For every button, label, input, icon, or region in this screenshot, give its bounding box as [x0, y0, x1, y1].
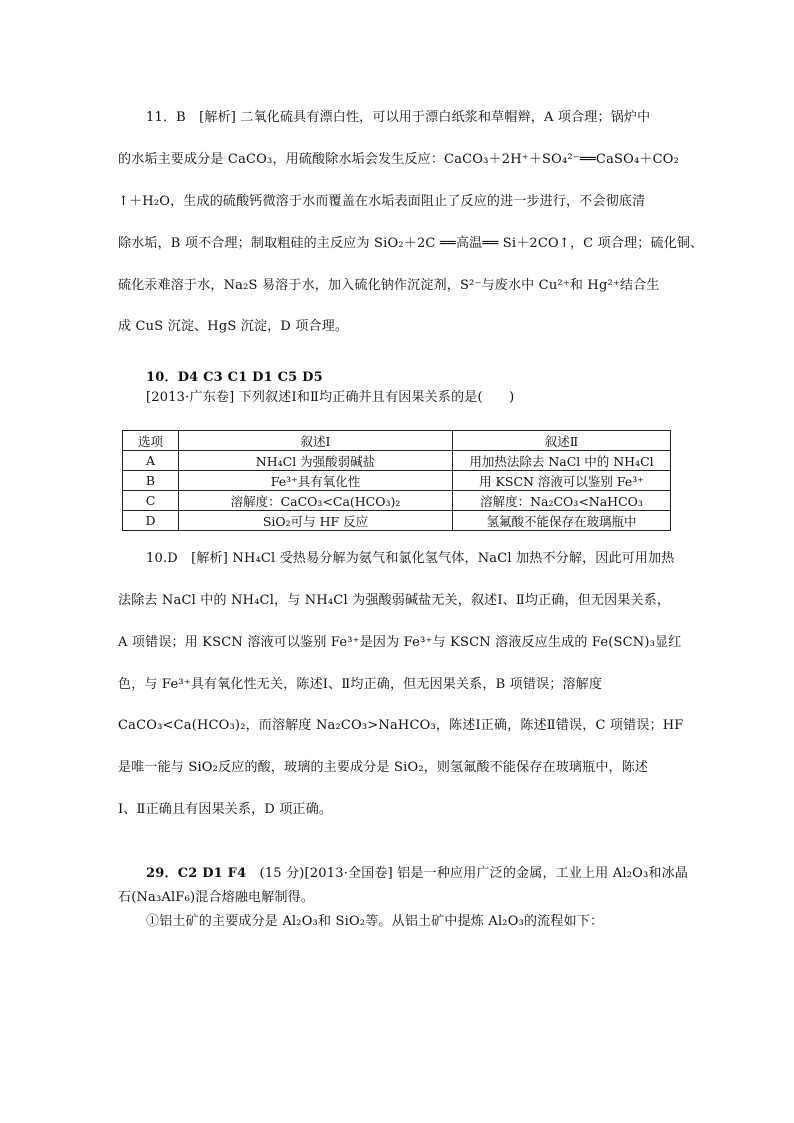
q29-header: [146, 864, 689, 884]
table-cell: B: [123, 471, 179, 491]
q10-analysis-line-3: A 项错误；用 KSCN 溶液可以鉴别 Fe³⁺是因为 Fe³⁺与 KSCN 溶液反应生成的 Fe(SCN)₃显红: [118, 635, 682, 650]
q10-options-table: [122, 430, 671, 531]
table-cell: C: [123, 491, 179, 511]
table-header-cell: 叙述Ⅱ: [453, 431, 671, 451]
table-cell: 溶解度：CaCO₃<Ca(HCO₃)₂: [179, 491, 453, 511]
q29-code: 29．C2 D1 F4: [146, 866, 247, 881]
table-cell: 氢氟酸不能保存在玻璃瓶中: [453, 511, 671, 531]
table-cell: NH₄Cl 为强酸弱碱盐: [179, 451, 453, 471]
q11-line-3: ↑＋H₂O，生成的硫酸钙微溶于水而覆盖在水垢表面阻止了反应的进一步进行，不会彻底清: [118, 194, 646, 209]
table-cell: A: [123, 451, 179, 471]
table-cell: 用加热法除去 NaCl 中的 NH₄Cl: [453, 451, 671, 471]
table-cell: Fe³⁺具有氧化性: [179, 471, 453, 491]
q11-line-5: 硫化汞难溶于水，Na₂S 易溶于水，加入硫化钠作沉淀剂，S²⁻与废水中 Cu²⁺和 Hg²⁺结合生: [118, 278, 660, 293]
q11-line-1: 11．B [解析] 二氧化硫具有漂白性，可以用于漂白纸浆和草帽辫，A 项合理；锅炉中: [146, 110, 651, 125]
table-header-row: [123, 431, 671, 451]
q11-line-4: 除水垢，B 项不合理；制取粗硅的主反应为 SiO₂＋2C ══高温══ Si＋2CO↑，C 项合理；硫化铜、: [118, 236, 704, 251]
q10-analysis-line-6: 是唯一能与 SiO₂反应的酸，玻璃的主要成分是 SiO₂，则氢氟酸不能保存在玻璃瓶中，陈述: [118, 760, 649, 775]
q10-analysis-line-4: 色，与 Fe³⁺具有氧化性无关，陈述Ⅰ、Ⅱ均正确，但无因果关系，B 项错误；溶解度: [118, 677, 603, 692]
table-header-cell: 叙述Ⅰ: [179, 431, 453, 451]
table-row: [123, 511, 671, 531]
table-header-cell: 选项: [123, 431, 179, 451]
q29-line-2: 石(Na₃AlF₆)混合熔融电解制得。: [118, 890, 315, 905]
q10-header: 10．D4 C3 C1 D1 C5 D5: [146, 370, 323, 385]
q11-line-2: 的水垢主要成分是 CaCO₃，用硫酸除水垢会发生反应：CaCO₃＋2H⁺＋SO₄²⁻══CaSO₄＋CO₂: [118, 152, 680, 167]
q10-source: [2013·广东卷] 下列叙述Ⅰ和Ⅱ均正确并且有因果关系的是( ): [146, 390, 515, 405]
table-cell: D: [123, 511, 179, 531]
q10-analysis-line-1: 10.D [解析] NH₄Cl 受热易分解为氨气和氯化氢气体，NaCl 加热不分解，因此可用加热: [146, 551, 675, 566]
table-row: [123, 451, 671, 471]
table-cell: 溶解度：Na₂CO₃<NaHCO₃: [453, 491, 671, 511]
table-cell: SiO₂可与 HF 反应: [179, 511, 453, 531]
table-cell: 用 KSCN 溶液可以鉴别 Fe³⁺: [453, 471, 671, 491]
table-row: [123, 491, 671, 511]
q10-analysis-line-5: CaCO₃<Ca(HCO₃)₂，而溶解度 Na₂CO₃>NaHCO₃，陈述Ⅰ正确，陈述Ⅱ错误，C 项错误；HF: [118, 718, 684, 733]
q11-line-6: 成 CuS 沉淀、HgS 沉淀，D 项合理。: [118, 319, 349, 334]
q29-header-text: (15 分)[2013·全国卷] 铝是一种应用广泛的金属，工业上用 Al₂O₃和冰晶: [246, 866, 689, 881]
q10-analysis-line-2: 法除去 NaCl 中的 NH₄Cl，与 NH₄Cl 为强酸弱碱盐无关，叙述Ⅰ、Ⅱ均正确，但无因果关系，: [118, 593, 671, 608]
q10-analysis-line-7: Ⅰ、Ⅱ正确且有因果关系，D 项正确。: [118, 802, 333, 817]
q29-line-3: ①铝土矿的主要成分是 Al₂O₃和 SiO₂等。从铝土矿中提炼 Al₂O₃的流程如下：: [146, 914, 604, 929]
table-row: [123, 471, 671, 491]
